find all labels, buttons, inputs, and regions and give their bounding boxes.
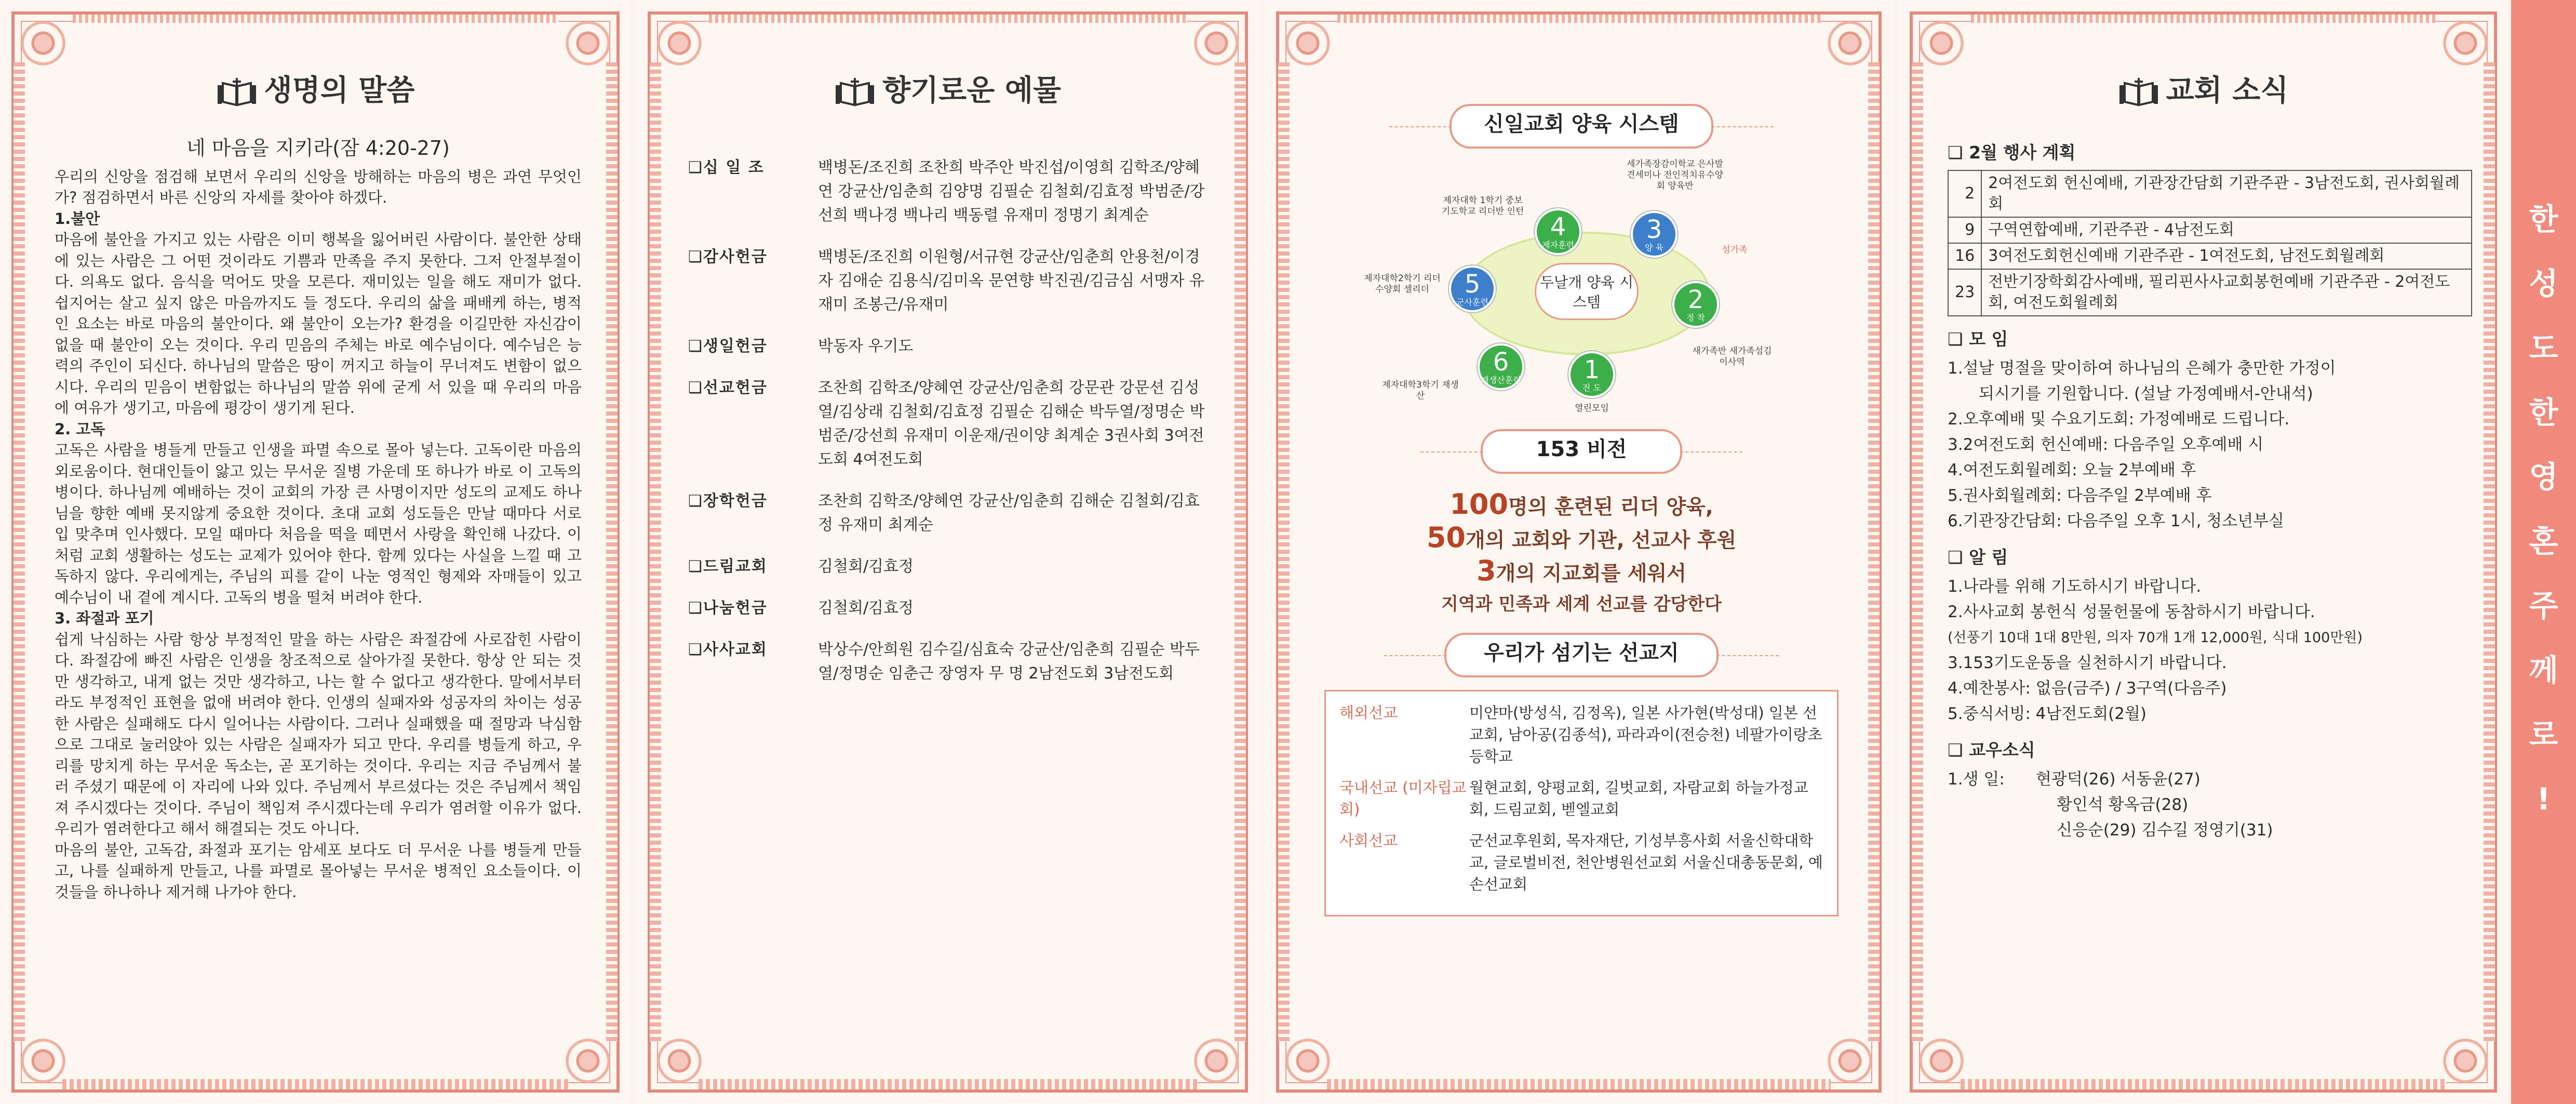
- cycle-center-label: 두날개 양육 시스템: [1535, 263, 1639, 320]
- side-banner-char: 성: [2529, 266, 2558, 301]
- ornament-strip: [14, 62, 25, 1042]
- bible-icon: [2118, 78, 2159, 107]
- cycle-node: 3 양 육: [1631, 211, 1678, 258]
- offering-row: [688, 335, 1213, 358]
- offering-label: ❑드림교회: [688, 557, 768, 576]
- section-title: 3. 좌절과 포기: [55, 609, 154, 627]
- list-item: 2.오후예배 및 수요기도회: 가정예배로 드립니다.: [1948, 410, 2290, 429]
- section-title: 2. 고독: [55, 420, 105, 438]
- vision-statement: [1314, 489, 1849, 619]
- cycle-outer-label: 제자대학3학기 재생산: [1382, 380, 1459, 401]
- panel-sermon: [0, 0, 631, 1104]
- side-banner-text: [2511, 187, 2576, 831]
- corner-ornament: [1274, 9, 1341, 77]
- offering-names: 박상수/안희원 김수길/심효숙 강균산/임춘희 김필순 박두열/정명순 임춘근 장영자 무 명 2남전도회 3남전도회: [818, 641, 1200, 683]
- offering-list: [688, 156, 1213, 703]
- ornament-strip: [1971, 15, 2436, 23]
- sermon-body: [55, 138, 582, 902]
- list-item: 현광덕(26) 서동윤(27): [2036, 770, 2201, 789]
- side-banner-char: 주: [2529, 588, 2558, 623]
- ornament-strip: [1235, 62, 1246, 1042]
- panel-news: [1898, 0, 2508, 1104]
- sermon-closing: 마음의 불안, 고독감, 좌절과 포기는 암세포 보다도 더 무서운 나를 병들게 만들고, 나를 실패하게 만들고, 나를 파멸로 몰아넣는 무서운 병적인 요소들이다. 이것들을 하나하나 제거해 나가야 한다.: [55, 841, 582, 901]
- bible-icon: [217, 78, 257, 107]
- events-heading: ❑ 2월 행사 계획: [1948, 142, 2076, 163]
- corner-ornament: [1183, 9, 1250, 77]
- offering-row: [688, 245, 1213, 317]
- ornament-strip: [1961, 1079, 2446, 1089]
- offering-row: [688, 638, 1213, 686]
- side-banner-char: 한: [2529, 395, 2558, 430]
- corner-ornament: [646, 9, 713, 77]
- side-banner-char: !: [2537, 781, 2551, 817]
- corner-ornament: [2432, 1027, 2499, 1095]
- cycle-node: 1 전 도: [1568, 351, 1615, 398]
- offering-names: 조찬희 김학조/양혜연 강균산/임춘희 강문관 강문션 김성열/김상래 김철회/김효정 김필순 김해순 박두열/정명순 박범준/강선희 유재미 이운재/권이양 최계순 3권사회 3여전도회 4여전도회: [818, 379, 1205, 469]
- cycle-outer-label: 제자대학 1학기 중보기도학교 리더반 인턴: [1441, 195, 1524, 217]
- meetings-heading: ❑ 모 임: [1948, 329, 2008, 349]
- offering-label: ❑나눔헌금: [688, 599, 768, 617]
- corner-ornament: [1816, 9, 1884, 77]
- corner-ornament: [554, 1027, 622, 1095]
- corner-ornament: [554, 9, 622, 77]
- events-table: [1948, 170, 2472, 316]
- meetings-list: [1948, 356, 2472, 534]
- corner-ornament: [1816, 1027, 1884, 1095]
- vision-line: 지역과 민족과 세계 선교를 감당한다: [1441, 594, 1722, 615]
- list-item: 5.중식서빙: 4남전도회(2월): [1948, 704, 2147, 723]
- cycle-node: 6 재생산훈련: [1478, 343, 1524, 390]
- ornament-strip: [73, 15, 558, 23]
- members-heading: ❑ 교우소식: [1948, 740, 2035, 760]
- notices-list: [1948, 575, 2472, 726]
- mission-row: 사회선교 군선교후원회, 목자재단, 기성부흥사회 서울신학대학교, 글로벌비전, 천안병원선교회 서울신대총동문회, 예손선교회: [1339, 832, 1823, 893]
- panel-heading: 향기로운 예물: [636, 68, 1259, 109]
- side-banner-char: 도: [2529, 330, 2558, 366]
- cycle-outer-label: 새가족반 새가족섬김이사역: [1692, 346, 1772, 367]
- side-banner-char: 혼: [2529, 524, 2558, 559]
- list-item: 1.설날 명절을 맞이하여 하나님의 은혜가 충만한 가정이: [1948, 359, 2336, 378]
- mission-row: 국내선교 (미자립교회) 월현교회, 양평교회, 길벗교회, 자람교회 하늘가정교회, 드림교회, 벧엘교회: [1339, 779, 1808, 818]
- news-body: [1948, 140, 2472, 845]
- table-row: 2 2여전도회 헌신예배, 기관장간담회 기관주관 - 3남전도회, 권사회월례회: [1948, 170, 2472, 217]
- ornament-strip: [1912, 62, 1923, 1042]
- offering-row: [688, 376, 1213, 472]
- cycle-outer-label: 세가족장감이학교 은사발견세미나 전인적치유수양회 양육반: [1626, 159, 1724, 191]
- side-banner-char: 로: [2529, 717, 2558, 752]
- notices-heading: ❑ 알 림: [1948, 547, 2008, 567]
- panel-vision: [1265, 0, 1893, 1104]
- sermon-intro: 우리의 신앙을 점검해 보면서 우리의 신앙을 방해하는 마음의 병은 과연 무엇인가? 점검하면서 바른 신앙의 자세를 찾아야 하겠다.: [55, 167, 582, 206]
- list-item: 황인석 황옥금(28): [2057, 795, 2189, 814]
- list-item: 3.2여전도회 헌신예배: 다음주일 오후예배 시: [1948, 435, 2264, 454]
- mission-list: [1324, 690, 1839, 916]
- cycle-node: 5 군사훈련: [1449, 265, 1496, 312]
- vision-content: [1314, 104, 1849, 916]
- discipleship-cycle-diagram: [1332, 159, 1831, 419]
- corner-ornament: [9, 1027, 77, 1095]
- ornament-strip: [1327, 1079, 1831, 1089]
- vision-line: 3개의 지교회를 세워서: [1477, 554, 1686, 587]
- offering-label: ❑사사교회: [688, 641, 768, 659]
- offering-names: 조찬희 김학조/양혜연 강균산/임춘희 김해순 김철회/김효정 유재미 최계순: [818, 492, 1200, 534]
- list-item: 4.예찬봉사: 없음(금주) / 3구역(다음주): [1948, 679, 2227, 698]
- offering-names: 백병돈/조진희 이원형/서규현 강균산/임춘희 안용천/이경자 김애순 김용식/김미옥 문연향 박진권/김금심 서맹자 유재미 조봉근/유재미: [818, 248, 1204, 314]
- panel-heading: 생명의 말씀: [0, 68, 631, 109]
- ornament-strip: [1337, 15, 1820, 23]
- mission-row: 해외선교 미얀마(방성식, 김정옥), 일본 사가현(박성대) 일본 선교회, 남아공(김종석), 파라과이(전승천) 네팔가이랑초등학교: [1339, 704, 1822, 765]
- bible-icon: [835, 78, 875, 107]
- mission-title: 우리가 섬기는 선교지: [1444, 633, 1719, 677]
- side-banner-char: 께: [2529, 653, 2558, 688]
- list-item: 3.153기도운동을 실천하시기 바랍니다.: [1948, 654, 2227, 672]
- offering-label: ❑장학헌금: [688, 492, 768, 510]
- sermon-title: 네 마음을 지키라(잠 4:20-27): [186, 137, 450, 159]
- ornament-strip: [1868, 62, 1880, 1042]
- ornament-strip: [699, 1079, 1197, 1089]
- offering-label: ❑생일헌금: [688, 337, 768, 355]
- corner-ornament: [646, 1027, 713, 1095]
- list-item: (선풍기 10대 1대 8만원, 의자 70개 1개 12,000원, 식대 100만원): [1948, 630, 2363, 646]
- ornament-strip: [650, 62, 661, 1042]
- list-item: 5.권사회월례회: 다음주일 2부예배 후: [1948, 486, 2212, 505]
- offering-row: [688, 489, 1213, 537]
- offering-names: 김철회/김효정: [818, 557, 914, 576]
- cycle-node: 2 정 착: [1672, 281, 1719, 328]
- offering-label: ❑십 일 조: [688, 158, 764, 177]
- corner-ornament: [1908, 1027, 1975, 1095]
- cycle-outer-label: 제자대학2학기 리더수양회 셀리더: [1364, 273, 1441, 295]
- birthday-list: [1948, 767, 2472, 845]
- offering-names: 김철회/김효정: [818, 599, 914, 617]
- vision-title: 153 비전: [1481, 429, 1682, 474]
- offering-row: [688, 555, 1213, 579]
- cycle-outer-label: 열린모임: [1575, 403, 1609, 414]
- corner-ornament: [2432, 9, 2499, 77]
- section-text: 쉽게 낙심하는 사람 항상 부정적인 말을 하는 사람은 좌절감에 사로잡힌 사람이다. 좌절감에 빠진 사람은 인생을 창조적으로 살아가질 못한다. 항상 안 되는 것만 생각하고, 내게 없는 것만 생각하고, 나는 할 수 없다고 생각한다. 말에서부터라도 부정적인 표현을 없애 버려야 한다. 인생의 실패자와 성공자의 차이는 성공한 사람은 실패해도 다시 일어나는 사람이다. 그러나 실패했을 때 절망과 낙심함으로 그대로 눌러앉아 있는 사람은 실패자가 되고 만다. 우리를 병들게 하고, 우리를 망치게 하는 무서운 독소는, 곧 포기하는 것이다. 우리는 지금 주님께서 불러 주셨기 때문에 이 자리에 나와 있다. 주님께서 부르셨다는 것은 주님께서 책임져 주시겠다는 것이다. 주님이 책임져 주시겠다는데 우리가 염려할 이유가 없다. 우리가 염려한다고 해서 해결되는 것도 아니다.: [55, 630, 582, 837]
- section-text: 고독은 사람을 병들게 만들고 인생을 파멸 속으로 몰아 넣는다. 고독이란 마음의 외로움이다. 현대인들이 앓고 있는 무서운 질병 가운데 또 하나가 바로 이 고독의 병이다. 하나님께 예배하는 것이 교회의 가장 큰 사명이지만 성도의 교제도 하나님을 향한 예배 못지않게 중요한 것이다. 초대 교회 성도들은 만날 때마다 서로 입 맞추며 인사했다. 모일 때마다 처음을 떡을 떼면서 사랑을 확인해 나갔다. 이처럼 교회 생활하는 성도는 교제가 있어야 한다. 함께 있다는 사실을 느낄 때 고독하지 않다. 우리에게는, 주님의 피를 같이 나눈 영적인 형제와 자매들이 있고 예수님이 내 곁에 계시다. 고독의 병을 떨쳐 버려야 한다.: [55, 441, 582, 606]
- table-row: 23 전반기장학회감사예배, 필리핀사사교회봉헌예배 기관주관 - 2여전도회, 여전도회월례회: [1948, 269, 2472, 316]
- offering-names: 백병돈/조진희 조찬희 박주안 박진섭/이영희 김학조/양혜연 강균산/임춘희 김양명 김필순 김철회/김효정 박범준/강선희 백나경 백나리 백동렬 유재미 정명기 최계순: [818, 158, 1205, 224]
- list-item: 2.사사교회 봉헌식 성물헌물에 동참하시기 바랍니다.: [1948, 603, 2315, 621]
- panel-offerings: [636, 0, 1259, 1104]
- offering-label: ❑감사헌금: [688, 248, 768, 266]
- section-text: 마음에 불안을 가지고 있는 사람은 이미 행복을 잃어버린 사람이다. 불안한 상태에 있는 사람은 그 어떤 것이라도 기쁨과 만족을 주지 못한다. 그저 안절부절이다. 의욕도 없다. 음식을 먹어도 맛을 모른다. 재미있는 일을 해도 재미가 없다. 쉽지어는 살고 싶지 않은 마음까지도 들 정도다. 우리의 삶을 패배케 하는, 병적인 요소는 바로 마음의 불안이다. 왜 불안이 오는가? 환경을 이길만한 자신감이 없을 때 불안이 오는 것이다. 우리 믿음의 주체는 바로 예수님이다. 예수님은 능력의 주인이 되신다. 하나님의 말씀은 땅이 꺼지고 하늘이 무너져도 변함이 없으시다. 우리의 믿음이 변함없는 하나님의 말씀 위에 굳게 서 있을 때 우리의 마음에 여유가 생기고, 마음에 평강이 생기게 된다.: [55, 231, 582, 417]
- side-banner: [2511, 0, 2576, 1104]
- ornament-strip: [1278, 62, 1290, 1042]
- list-item: 되시기를 기원합니다. (설날 가정예배서-안내석): [1979, 384, 2313, 403]
- panel-heading: 교회 소식: [1898, 68, 2508, 109]
- vision-line: 50개의 교회와 기관, 선교사 후원: [1426, 521, 1737, 554]
- list-item: 1.나라를 위해 기도하시기 바랍니다.: [1948, 577, 2202, 596]
- side-banner-char: 영: [2529, 459, 2558, 495]
- corner-ornament: [1274, 1027, 1341, 1095]
- ornament-strip: [2484, 62, 2495, 1042]
- list-item: 신응순(29) 김수길 정영기(31): [2057, 821, 2273, 840]
- ornament-strip: [606, 62, 618, 1042]
- vision-line: 100명의 훈련된 리더 양육,: [1450, 488, 1713, 521]
- section-title: 1.불안: [55, 209, 100, 228]
- ornament-strip: [62, 1079, 569, 1089]
- cycle-node: 4 제자훈련: [1535, 208, 1581, 255]
- list-item: 6.기관장간담회: 다음주일 오후 1시, 청소년부실: [1948, 512, 2285, 530]
- offering-row: [688, 156, 1213, 228]
- offering-label: ❑선교헌금: [688, 379, 768, 397]
- system-title: 신일교회 양육 시스템: [1450, 104, 1713, 149]
- list-item: 4.여전도회월례회: 오늘 2부예배 후: [1948, 461, 2196, 480]
- offering-row: [688, 596, 1213, 620]
- side-banner-char: 한: [2529, 202, 2558, 237]
- cycle-outer-label: 섬가족: [1722, 245, 1748, 255]
- corner-ornament: [1183, 1027, 1250, 1095]
- offering-names: 박동자 우기도: [818, 337, 914, 355]
- ornament-strip: [709, 15, 1187, 23]
- corner-ornament: [1908, 9, 1975, 77]
- corner-ornament: [9, 9, 77, 77]
- table-row: 9 구역연합예배, 기관주관 - 4남전도회: [1948, 217, 2472, 243]
- table-row: 16 3여전도회헌신예배 기관주관 - 1여전도회, 남전도회월례회: [1948, 243, 2472, 269]
- birthday-label: 1.생 일:: [1948, 770, 2005, 789]
